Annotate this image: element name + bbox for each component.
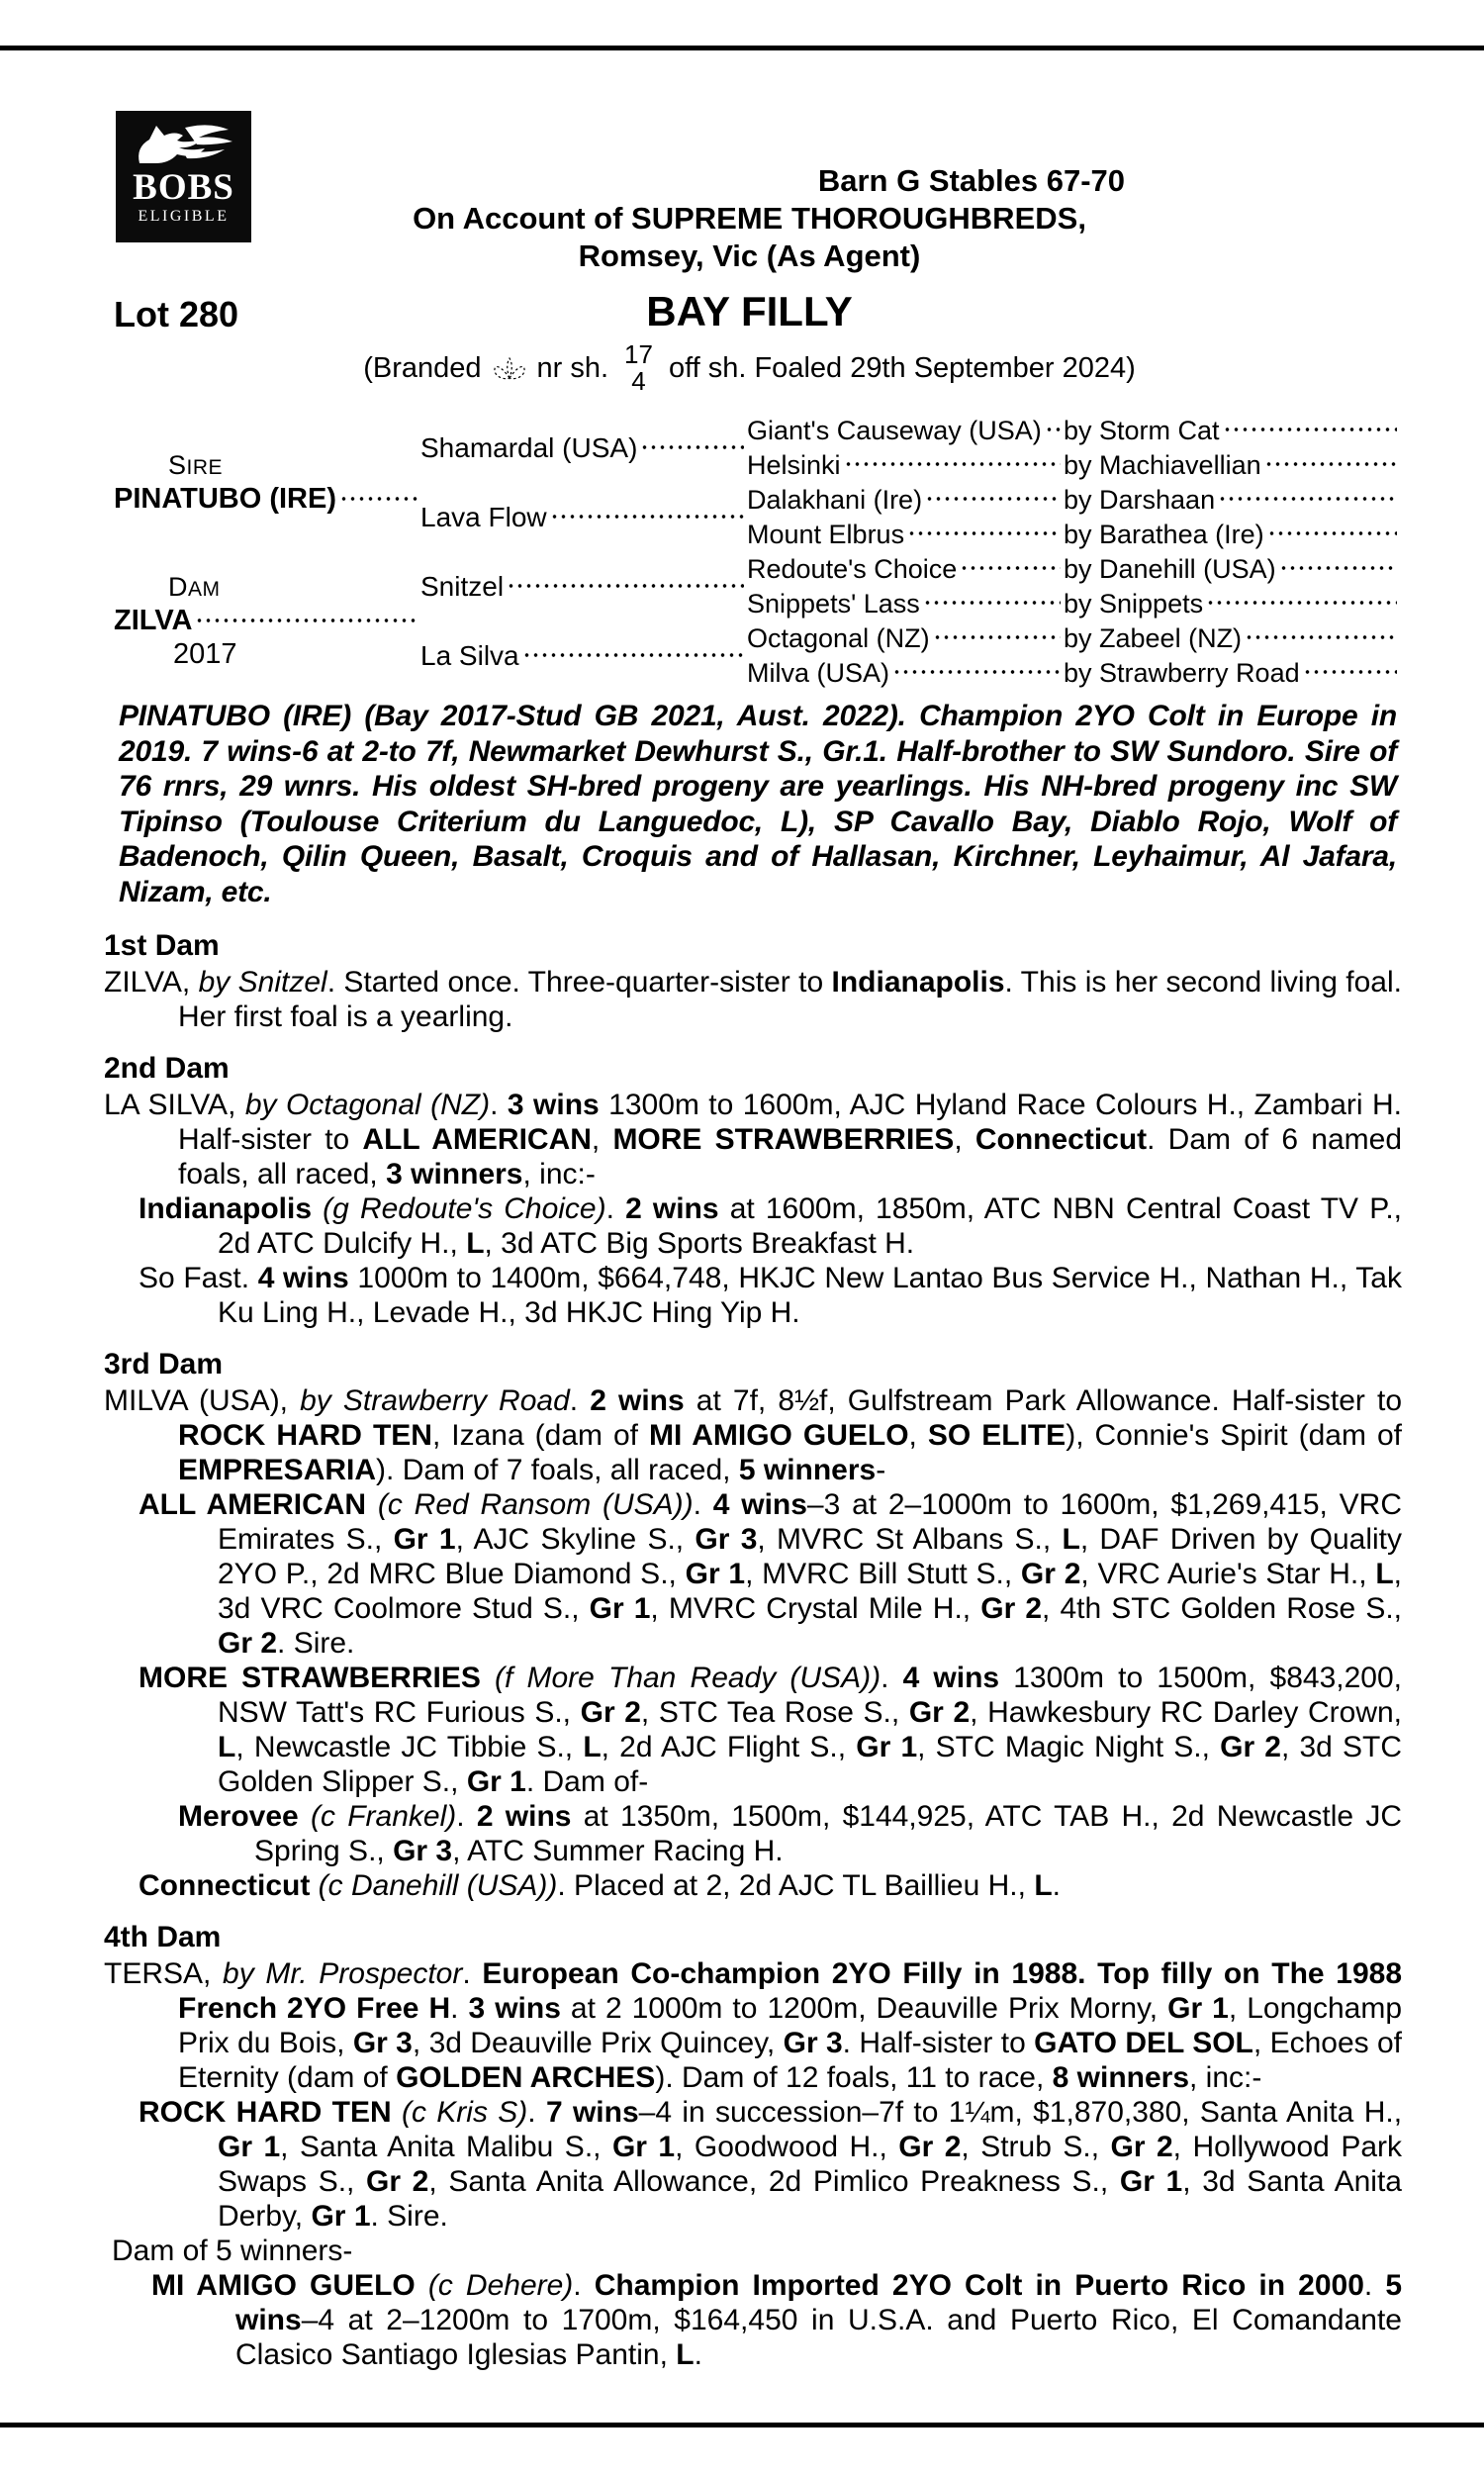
branded-nr-shoulder: nr sh. bbox=[536, 351, 609, 384]
bottom-rule bbox=[0, 2423, 1484, 2427]
pedigree-grandparent-name: Mount Elbrus bbox=[747, 520, 905, 549]
dot-leader bbox=[1267, 524, 1397, 550]
top-rule bbox=[0, 46, 1484, 50]
dot-leader bbox=[844, 455, 1061, 481]
pedigree-grandparent-name: Snippets' Lass bbox=[747, 589, 920, 618]
barn-label: Barn G Stables 67-70 bbox=[817, 163, 1125, 198]
dot-leader bbox=[640, 438, 744, 464]
pedigree-by-sire: by Zabeel (NZ) bbox=[1064, 623, 1243, 653]
pedigree-by-sire: by Snippets bbox=[1064, 589, 1204, 618]
pedigree-by-cell bbox=[1064, 587, 1400, 621]
pedigree-sire-cell bbox=[99, 414, 420, 552]
pedigree-by-cell bbox=[1064, 518, 1400, 552]
pedigree-by-sire: by Barathea (Ire) bbox=[1064, 520, 1264, 549]
branded-prefix: (Branded bbox=[363, 351, 482, 384]
dot-leader bbox=[1045, 421, 1061, 446]
pedigree-grandparent-name: Redoute's Choice bbox=[747, 554, 958, 584]
pedigree-by-sire: by Strawberry Road bbox=[1064, 658, 1300, 688]
account-line-1: On Account of SUPREME THOROUGHBREDS, bbox=[413, 201, 1086, 236]
sire-name: PINATUBO (IRE) bbox=[114, 483, 337, 515]
logo-title: BOBS bbox=[133, 167, 234, 208]
dot-leader bbox=[1206, 594, 1397, 619]
pedigree-grandparent-cell bbox=[747, 483, 1064, 518]
dot-leader bbox=[1218, 490, 1397, 516]
dam4-paragraph: TERSA, by Mr. Prospector. European Co-champion 2YO Filly in 1988. Top filly on The 1988 French 2YO Free H. 3 wins at 2 1000m to 1200m, Deauville Prix Morny, Gr 1, Longchamp Prix du Bois, Gr 3, 3d Deauville Prix Quincey, Gr 3. Half-sister to GATO DEL SOL, Echoes of Eternity (dam of GOLDEN ARCHES). Dam of 12 foals, 11 to race, 8 winners, inc:- bbox=[104, 1957, 1403, 2094]
branded-line bbox=[99, 330, 1400, 407]
heading-1st-dam: 1st Dam bbox=[104, 929, 220, 962]
page-title: BAY FILLY bbox=[646, 288, 853, 334]
dam3-entry-all-american: ALL AMERICAN (c Red Ransom (USA)). 4 wins–3 at 2–1000m to 1600m, $1,269,415, VRC Emirates S., Gr 1, AJC Skyline S., Gr 3, MVRC St Albans S., L, DAF Driven by Quality 2YO P., 2d MRC Blue Diamond S., Gr 1, MVRC Bill Stutt S., Gr 2, VRC Aurie's Star H., L, 3d VRC Coolmore Stud S., Gr 1, MVRC Crystal Mile H., Gr 2, 4th STC Golden Rose S., Gr 2. Sire. bbox=[139, 1488, 1403, 1660]
account-line-2: Romsey, Vic (As Agent) bbox=[578, 238, 921, 273]
dam-year: 2017 bbox=[173, 638, 237, 670]
brand-number bbox=[624, 341, 653, 395]
dam2-paragraph: LA SILVA, by Octagonal (NZ). 3 wins 1300m to 1600m, AJC Hyland Race Colours H., Zambari H. Half-sister to ALL AMERICAN, MORE STRAWBERRIES, Connecticut. Dam of 6 named foals, all raced, 3 winners, inc:- bbox=[104, 1089, 1403, 1190]
pedigree-dam-cell bbox=[99, 552, 420, 691]
sire-description: PINATUBO (IRE) (Bay 2017-Stud GB 2021, Aust. 2022). Champion 2YO Colt in Europe in 2019. 7 wins-6 at 2-to 7f, Newmarket Dewhurst S., Gr.1. Half-brother to SW Sundoro. Sire of 76 rnrs, 29 wnrs. His oldest SH-bred progeny are yearlings. His NH-bred progeny inc SW Tipinso (Toulouse Criterium du Languedoc, L), SP Cavallo Bay, Diablo Rojo, Wolf of Badenoch, Qilin Queen, Basalt, Croquis and of Hallasan, Kirchner, Leyhaimur, Al Jafara, Nizam, etc. bbox=[119, 700, 1397, 908]
pedigree-grandparent-name: Octagonal (NZ) bbox=[747, 623, 930, 653]
pedigree-grandparent-name: Giant's Causeway (USA) bbox=[747, 416, 1042, 445]
pedigree-parent-cell bbox=[420, 483, 747, 552]
dot-leader bbox=[550, 508, 744, 533]
sire-role-label: SIRE bbox=[168, 450, 224, 480]
pedigree-by-cell bbox=[1064, 552, 1400, 587]
dam-sections bbox=[104, 928, 1402, 2372]
pedigree-by-sire: by Darshaan bbox=[1064, 485, 1216, 515]
heading-3rd-dam: 3rd Dam bbox=[104, 1348, 224, 1380]
dam3-entry-more-strawberries: MORE STRAWBERRIES (f More Than Ready (USA)). 4 wins 1300m to 1500m, $843,200, NSW Tatt's RC Furious S., Gr 2, STC Tea Rose S., Gr 2, Hawkesbury RC Darley Crown, L, Newcastle JC Tibbie S., L, 2d AJC Flight S., Gr 1, STC Magic Night S., Gr 2, 3d STC Golden Slipper S., Gr 1. Dam of- bbox=[139, 1662, 1403, 1798]
pedigree-grandparent-cell bbox=[747, 518, 1064, 552]
pedigree-parent-cell bbox=[420, 621, 747, 691]
dot-leader bbox=[907, 524, 1061, 550]
pedigree-by-sire: by Machiavellian bbox=[1064, 450, 1261, 480]
brand-number-bottom: 4 bbox=[631, 366, 646, 396]
pedigree-by-cell bbox=[1064, 621, 1400, 656]
pedigree-by-sire: by Storm Cat bbox=[1064, 416, 1220, 445]
horse-head-icon bbox=[126, 118, 242, 169]
brand-number-top: 17 bbox=[624, 339, 653, 369]
dam3-paragraph: MILVA (USA), by Strawberry Road. 2 wins at 7f, 8½f, Gulfstream Park Allowance. Half-sister to ROCK HARD TEN, Izana (dam of MI AMIGO GUELO, SO ELITE), Connie's Spirit (dam of EMPRESARIA). Dam of 7 foals, all raced, 5 winners- bbox=[104, 1384, 1403, 1486]
dot-leader bbox=[925, 490, 1061, 516]
dam1-paragraph: ZILVA, by Snitzel. Started once. Three-quarter-sister to Indianapolis. This is her second living foal. Her first foal is a yearling. bbox=[104, 966, 1402, 1033]
dam3-entry-merovee: Merovee (c Frankel). 2 wins at 1350m, 1500m, $144,925, ATC TAB H., 2d Newcastle JC Spring S., Gr 3, ATC Summer Racing H. bbox=[178, 1800, 1403, 1867]
pedigree-by-cell bbox=[1064, 448, 1400, 483]
dam4-entry-rock-hard-ten: ROCK HARD TEN (c Kris S). 7 wins–4 in succession–7f to 1¼m, $1,870,380, Santa Anita H., Gr 1, Santa Anita Malibu S., Gr 1, Goodwood H., Gr 2, Strub S., Gr 2, Hollywood Park Swaps S., Gr 2, Santa Anita Allowance, 2d Pimlico Preakness S., Gr 1, 3d Santa Anita Derby, Gr 1. Sire. bbox=[139, 2096, 1403, 2233]
pedigree-parent-name: Shamardal (USA) bbox=[420, 432, 638, 463]
dam4-line-dam-of-5-winners: Dam of 5 winners- bbox=[112, 2235, 353, 2267]
dot-leader bbox=[339, 490, 417, 516]
pedigree-grandparent-name: Dalakhani (Ire) bbox=[747, 485, 923, 515]
dot-leader bbox=[1245, 628, 1397, 654]
logo-subtitle: ELIGIBLE bbox=[138, 208, 230, 225]
dot-leader bbox=[1223, 421, 1397, 446]
heading-4th-dam: 4th Dam bbox=[104, 1921, 222, 1953]
pedigree-by-cell bbox=[1064, 656, 1400, 691]
dot-leader bbox=[933, 628, 1061, 654]
pedigree-grandparent-cell bbox=[747, 414, 1064, 448]
dam2-entry-indianapolis: Indianapolis (g Redoute's Choice). 2 wins at 1600m, 1850m, ATC NBN Central Coast TV P., 2d ATC Dulcify H., L, 3d ATC Big Sports Breakfast H. bbox=[139, 1192, 1403, 1260]
dot-leader bbox=[892, 663, 1061, 689]
dam3-entry-connecticut: Connecticut (c Danehill (USA)). Placed at 2, 2d AJC TL Baillieu H., L. bbox=[139, 1869, 1061, 1902]
dot-leader bbox=[960, 559, 1061, 585]
pedigree-grandparent-name: Milva (USA) bbox=[747, 658, 890, 688]
dam4-entry-mi-amigo-guelo: MI AMIGO GUELO (c Dehere). Champion Imported 2YO Colt in Puerto Rico in 2000. 5 wins–4 at 2–1200m to 1700m, $164,450 in U.S.A. and Puerto Rico, El Comandante Clasico Santiago Iglesias Pantin, L. bbox=[151, 2269, 1403, 2371]
pedigree-parent-name: Lava Flow bbox=[420, 502, 547, 532]
pedigree-by-cell bbox=[1064, 414, 1400, 448]
pedigree-grandparent-name: Helsinki bbox=[747, 450, 841, 480]
pedigree-table bbox=[99, 414, 1400, 691]
pedigree-by-cell bbox=[1064, 483, 1400, 518]
pedigree-parent-cell bbox=[420, 552, 747, 621]
pedigree-by-sire: by Danehill (USA) bbox=[1064, 554, 1276, 584]
heading-2nd-dam: 2nd Dam bbox=[104, 1052, 230, 1085]
pedigree-parent-cell bbox=[420, 414, 747, 483]
pedigree-grandparent-cell bbox=[747, 621, 1064, 656]
pedigree-parent-name: Snitzel bbox=[420, 571, 505, 602]
dot-leader bbox=[1279, 559, 1397, 585]
pedigree-grandparent-cell bbox=[747, 587, 1064, 621]
brand-mark-icon bbox=[492, 354, 527, 382]
dam-name: ZILVA bbox=[114, 605, 193, 636]
dot-leader bbox=[1303, 663, 1397, 689]
dam-role-label: DAM bbox=[168, 572, 221, 602]
dot-leader bbox=[195, 612, 417, 637]
pedigree-grandparent-cell bbox=[747, 656, 1064, 691]
dot-leader bbox=[923, 594, 1061, 619]
lot-number: Lot 280 bbox=[114, 294, 239, 334]
branded-suffix: off sh. Foaled 29th September 2024) bbox=[668, 351, 1136, 384]
dot-leader bbox=[522, 646, 744, 672]
pedigree-grandparent-cell bbox=[747, 448, 1064, 483]
pedigree-grandparent-cell bbox=[747, 552, 1064, 587]
pedigree-parent-name: La Silva bbox=[420, 640, 519, 671]
dot-leader bbox=[507, 577, 744, 603]
dam2-entry-so-fast: So Fast. 4 wins 1000m to 1400m, $664,748, HKJC New Lantao Bus Service H., Nathan H., Tak Ku Ling H., Levade H., 3d HKJC Hing Yip H. bbox=[139, 1262, 1402, 1329]
dot-leader bbox=[1264, 455, 1397, 481]
